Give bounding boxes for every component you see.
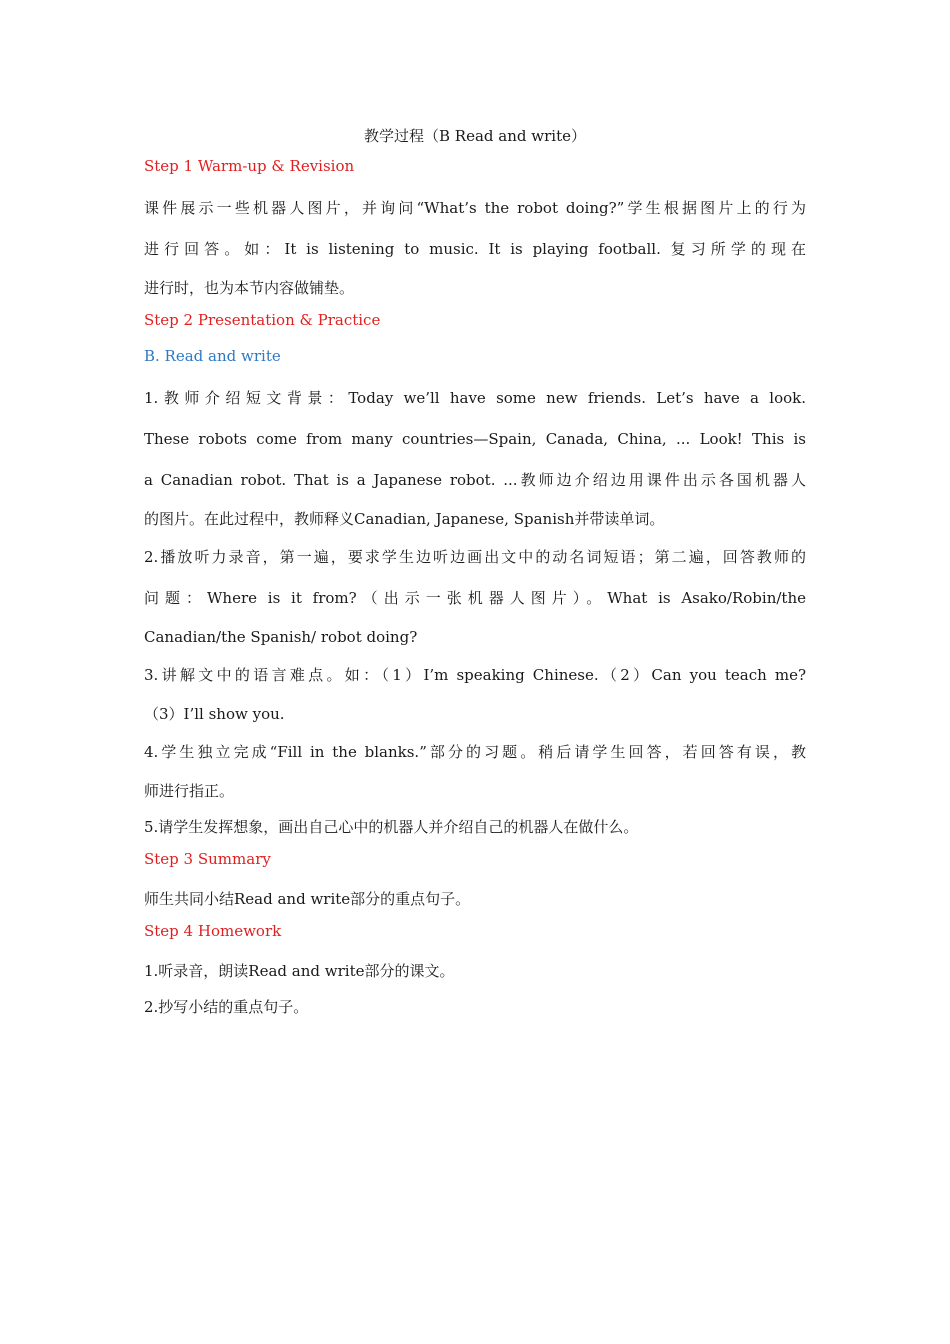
item2-line: 2.播放听力录音，第一遍，要求学生边听边画出文中的动名词短语；第二遍，回答教师的 [144, 548, 806, 566]
item4-line: 4.学生独立完成“Fill in the blanks.”部分的习题。稍后请学生回答，若回答有误，教 [144, 743, 806, 761]
step1-heading: Step 1 Warm-up & Revision [144, 157, 355, 175]
step2-heading: Step 2 Presentation & Practice [144, 311, 381, 329]
item1-line: a Canadian robot. That is a Japanese robot. ...教师边介绍边用课件出示各国机器人 [144, 471, 806, 489]
item2-line: 问题：Where is it from?（出示一张机器人图片）。What is Asako/Robin/the [144, 589, 806, 607]
item1-line: 的图片。在此过程中，教师释义Canadian, Japanese, Spanish并带读单词。 [144, 510, 665, 528]
item2-line: Canadian/the Spanish/ robot doing? [144, 628, 418, 646]
item3-line: 3.讲解文中的语言难点。如：（1）I’m speaking Chinese.（2）Can you teach me? [144, 666, 806, 684]
homework-item: 2.抄写小结的重点句子。 [144, 998, 309, 1016]
step1-line: 进行时，也为本节内容做铺垫。 [144, 279, 355, 297]
item4-line: 师进行指正。 [144, 782, 235, 800]
step2-item-4 [144, 732, 806, 809]
page-title: 教学过程（B Read and write） [364, 127, 586, 145]
step1-line: 课件展示一些机器人图片，并询问“What’s the robot doing?”学生根据图片上的行为 [144, 199, 806, 217]
lesson-plan-page [144, 120, 806, 1025]
item1-line: 1.教师介绍短文背景：Today we’ll have some new friends. Let’s have a look. [144, 389, 806, 407]
step2-item-2 [144, 537, 806, 655]
step2-item-1 [144, 378, 806, 537]
homework-item: 1.听录音，朗读Read and write部分的课文。 [144, 962, 455, 980]
step1-paragraph [144, 188, 806, 306]
step2-item-5: 5.请学生发挥想象，画出自己心中的机器人并介绍自己的机器人在做什么。 [144, 818, 639, 836]
step2-subheading: B. Read and write [144, 347, 281, 365]
item1-line: These robots come from many countries—Spain, Canada, China, ... Look! This is [144, 430, 806, 448]
step2-item-3 [144, 655, 806, 732]
step4-heading: Step 4 Homework [144, 922, 282, 940]
step1-line: 进行回答。如：It is listening to music. It is playing football. 复习所学的现在 [144, 240, 806, 258]
step3-text: 师生共同小结Read and write部分的重点句子。 [144, 890, 471, 908]
item3-line: （3）I’ll show you. [144, 705, 285, 723]
step3-heading: Step 3 Summary [144, 850, 271, 868]
